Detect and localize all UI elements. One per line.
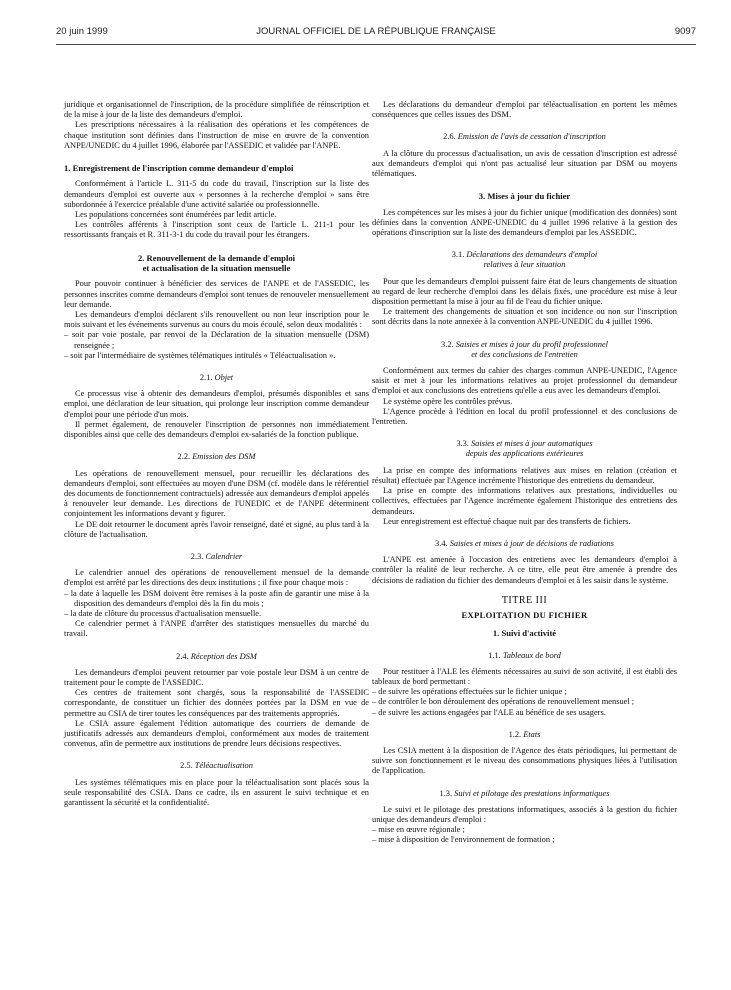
paragraph: Pour que les demandeurs d'emploi puissent faire état de leurs changements de situation au regard de leur recherche d'emploi dans les délais fixés, une procédure est mise à leur disposition permettant la mise à jour au fil de l'eau du fichier unique. <box>372 276 677 307</box>
right-column <box>372 100 677 846</box>
header-page-number: 9097 <box>674 26 696 37</box>
subsection-heading <box>372 439 677 459</box>
paragraph: Le système opère les contrôles prévus. <box>383 396 513 406</box>
bullet-list <box>372 825 677 845</box>
paragraph: Les déclarations du demandeur d'emploi par téléactualisation en portent les mêmes conséquences que celles issues des DSM. <box>372 100 677 120</box>
subsection-number: 2.6. <box>443 132 456 142</box>
bullet-list <box>64 330 369 361</box>
subsection-heading <box>372 730 677 740</box>
list-item: – mise en œuvre régionale ; <box>372 825 677 835</box>
paragraph: Les compétences sur les mises à jour du fichier unique (modification des données) sont définies dans la convention ANPE-UNEDIC du 4 juillet 1996 relative à la gestion des opérations d'inscription sur la liste des demandeurs d'emploi par les ASSEDIC. <box>372 207 677 238</box>
subsection-heading <box>64 652 369 662</box>
subsection-title: Saisies et mises à jour de décisions de radiations <box>449 538 614 548</box>
subsection-number: 1.3. <box>439 788 453 798</box>
paragraph: Ce calendrier permet à l'ANPE d'arrêter des statistiques mensuelles du marché du travail. <box>64 619 369 639</box>
paragraph: Les prescriptions nécessaires à la réalisation des opérations et les compétences de chaque institution sont définies dans l'instruction de mise en œuvre de la convention ANPE/UNEDIC du 4 juillet 1996, élaborée par l'ASSEDIC et validée par l'ANPE. <box>64 120 369 150</box>
section-heading-line: 2. Renouvellement de la demande d'emploi <box>137 252 296 263</box>
paragraph: A la clôture du processus d'actualisation, un avis de cessation d'inscription est adressé aux demandeurs d'emploi qui n'ont pas actualisé leur situation par DSM ou moyens télématiques. <box>372 148 677 179</box>
bullet-list <box>372 687 677 718</box>
subsection-number: 2.4. <box>176 651 189 661</box>
paragraph: L'ANPE est amenée à l'occasion des entretiens avec les demandeurs d'emploi à contrôler la réalité de leur recherche. A ce titre, elle peut être amenée à prendre des décisions de radiation du fichier des demandeurs d'emploi et à les saisir dans le système. <box>372 555 677 585</box>
subsection-heading <box>372 539 677 549</box>
subsection-heading <box>64 761 369 771</box>
list-item: – soit par l'intermédiaire de systèmes télématiques intitulés « Téléactualisation ». <box>64 351 369 361</box>
header-date: 20 juin 1999 <box>56 26 108 37</box>
subsection-title-line: et des conclusions de l'entretien <box>471 349 578 359</box>
page-header <box>56 26 696 44</box>
header-rule <box>56 44 696 45</box>
paragraph: Pour pouvoir continuer à bénéficier des services de l'ANPE et de l'ASSEDIC, les personnes inscrites comme demandeurs d'emploi sont tenues de renouveler mensuellement leur demande. <box>64 279 369 309</box>
subsection-heading <box>64 552 369 562</box>
paragraph: juridique et organisationnel de l'inscription, de la procédure simplifiée de réinscription et de la mise à jour de la liste des demandeurs d'emploi. <box>64 100 369 120</box>
subsection-heading <box>64 452 369 462</box>
subsection-heading <box>64 373 369 383</box>
list-item: – la date de clôture du processus d'actualisation mensuelle. <box>64 609 369 619</box>
list-item: – de suivre les opérations effectuées sur le fichier unique ; <box>372 687 677 697</box>
left-column <box>64 100 369 808</box>
subsection-number: 2.3. <box>190 551 204 561</box>
paragraph: Ce processus vise à obtenir des demandeurs d'emploi, présumés disponibles et sans emploi, une déclaration de leur situation, qui prolonge leur inscription comme demandeur d'emploi pour une période d'un mois. <box>64 389 369 419</box>
paragraph: Il permet également, de renouveler l'inscription de personnes non immédiatement disponibles ainsi que celle des demandeurs d'emploi ex-salariés de la fonction publique. <box>64 419 369 440</box>
section-heading: 1. Suivi d'activité <box>492 628 557 639</box>
paragraph: Leur enregistrement est effectué chaque nuit par des transferts de fichiers. <box>383 516 631 526</box>
subsection-title: Suivi et pilotage des prestations informatiques <box>454 788 610 798</box>
subsection-title-line: relatives à leur situation <box>483 260 566 270</box>
section-heading <box>64 253 369 274</box>
paragraph: Le DE doit retourner le document après l'avoir renseigné, daté et signé, au plus tard à la clôture de l'actualisation. <box>64 519 369 539</box>
subsection-title: Objet <box>214 373 234 383</box>
subsection-title-line: depuis des applications extérieures <box>465 449 584 459</box>
subsection-number: 2.5. <box>180 761 193 771</box>
subsection-heading <box>372 340 677 360</box>
subsection-heading <box>372 132 677 142</box>
subsection-title: Déclarations des demandeurs d'emploi <box>466 250 598 260</box>
section-heading: 1. Enregistrement de l'inscription comme demandeur d'emploi <box>64 163 294 174</box>
paragraph: Les CSIA mettent à la disposition de l'Agence des états périodiques, lui permettant de suivre son fonctionnement et le niveau des consommations physiques liées à l'utilisation de l'application. <box>372 745 677 776</box>
subsection-number: 1.2. <box>508 729 522 739</box>
paragraph: Pour restituer à l'ALE les éléments nécessaires au suivi de son activité, il est établi des tableaux de bord permettant : <box>372 666 677 686</box>
subsection-title: Emission des DSM <box>192 452 256 462</box>
paragraph: Conformément aux termes du cahier des charges commun ANPE-UNEDIC, l'Agence saisit et met à jour les informations relatives au projet professionnel du demandeur d'emploi et aux conclusions des entretiens qu'elle a eus avec les demandeurs d'emploi. <box>372 366 677 396</box>
paragraph: La prise en compte des informations relatives aux prestations, individuelles ou collectives, effectuées par l'Agence incrémente également l'historique des entretiens des demandeurs. <box>372 486 677 516</box>
bullet-list <box>64 589 369 620</box>
paragraph: Les demandeurs d'emploi déclarent s'ils renouvellent ou non leur inscription pour le mois suivant et les événements survenus au cours du mois écoulé, selon deux modalités : <box>64 310 369 330</box>
list-item: – soit par voie postale, par renvoi de la Déclaration de la situation mensuelle (DSM) renseignée ; <box>64 330 369 350</box>
title-subheading: EXPLOITATION DU FICHIER <box>461 609 588 620</box>
subsection-heading <box>372 789 677 799</box>
paragraph: Conformément à l'article L. 311-5 du code du travail, l'inscription sur la liste des demandeurs d'emploi est ouverte aux « personnes à la recherche d'emploi » sans être subordonnée à l'exercice préalable d'une activité salariée ou professionnelle. <box>64 179 369 209</box>
subsection-title: Saisies et mises à jour automatiques <box>470 439 593 449</box>
subsection-number: 1.1. <box>488 650 501 660</box>
title-heading: TITRE III <box>501 594 548 606</box>
paragraph: Les demandeurs d'emploi peuvent retourner par voie postale leur DSM à un centre de traitement pour le compte de l'ASSEDIC. <box>64 667 369 687</box>
paragraph: Ces centres de traitement sont chargés, sous la responsabilité de l'ASSEDIC correspondante, de constituer un fichier des données portées par la DSM en vue de permettre au CSIA de tirer toutes les conséquences par des traitements appropriés. <box>64 688 369 718</box>
paragraph: Le calendrier annuel des opérations de renouvellement mensuel de la demande d'emploi est arrêté par les directions des deux institutions ; il fixe pour chaque mois : <box>64 568 369 588</box>
list-item: – de suivre les actions engagées par l'ALE au bénéfice de ses usagers. <box>372 708 677 718</box>
paragraph: L'Agence procède à l'édition en local du profil professionnel et des conclusions de l'entretien. <box>372 406 677 427</box>
paragraph: La prise en compte des informations relatives aux mises en relation (création et résultat) effectuée par l'Agence incrémente l'historique des entretiens du demandeur. <box>372 465 677 485</box>
list-item: – la date à laquelle les DSM doivent être remises à la poste afin de garantir une mise à la disposition des demandeurs d'emploi dès la fin du mois ; <box>64 589 369 609</box>
paragraph: Les contrôles afférents à l'inscription sont ceux de l'article L. 211-1 pour les ressortissants français et R. 311-3-1 du code du travail pour les étrangers. <box>64 220 369 240</box>
subsection-title: Calendrier <box>205 551 243 561</box>
paragraph: Les populations concernées sont énumérées par ledit article. <box>75 210 277 220</box>
subsection-number: 3.4. <box>435 538 448 548</box>
subsection-heading <box>372 651 677 661</box>
subsection-number: 2.1. <box>199 373 213 383</box>
paragraph: Le suivi et le pilotage des prestations informatiques, associés à la gestion du fichier unique des demandeurs d'emploi : <box>372 804 677 824</box>
subsection-title: Etats <box>523 729 541 739</box>
section-heading: 3. Mises à jour du fichier <box>478 191 571 202</box>
list-item: – mise à disposition de l'environnement de formation ; <box>372 835 677 845</box>
paragraph: Le CSIA assure également l'édition automatique des courriers de demande de justificatifs adressés aux demandeurs d'emploi, conformément aux modes de traitement convenus, afin de permettre aux institutions de prendre leurs décisions respectives. <box>64 718 369 749</box>
subsection-number: 2.2. <box>177 452 191 462</box>
subsection-title: Réception des DSM <box>190 651 257 661</box>
subsection-number: 3.2. <box>441 339 454 349</box>
list-item: – de contrôler le bon déroulement des opérations de renouvellement mensuel ; <box>372 697 677 707</box>
subsection-title: Téléactualisation <box>194 761 253 771</box>
subsection-number: 3.3. <box>456 439 469 449</box>
subsection-number: 3.1. <box>451 250 465 260</box>
subsection-heading <box>372 250 677 270</box>
paragraph: Le traitement des changements de situation et son incidence ou non sur l'inscription sont décrits dans la note annexée à la convention ANPE-UNEDIC du 4 juillet 1996. <box>372 307 677 327</box>
section-heading-line: et actualisation de la situation mensuelle <box>142 263 291 274</box>
paragraph: Les systèmes télématiques mis en place pour la téléactualisation sont placés sous la seule responsabilité des CSIA. Dans ce cadre, ils en assurent le suivi technique et en garantissent la sécurité et la confidentialité. <box>64 777 369 807</box>
header-journal-title: JOURNAL OFFICIEL DE LA RÉPUBLIQUE FRANÇAISE <box>256 26 496 37</box>
subsection-title: Tableaux de bord <box>502 650 561 660</box>
subsection-title: Emission de l'avis de cessation d'inscription <box>457 132 606 142</box>
subsection-title: Saisies et mises à jour du profil professionnel <box>455 339 608 349</box>
paragraph: Les opérations de renouvellement mensuel, pour recueillir les déclarations des demandeurs d'emploi, sont effectuées au moyen d'une DSM (cf. modèle dans le référentiel des documents de fonctionnement contractuels) adressée aux demandeurs d'emploi appelés à renouveler leur demande. Les directions de l'UNEDIC et de l'ANPE déterminent conjointement les informations devant y figurer. <box>64 468 369 519</box>
